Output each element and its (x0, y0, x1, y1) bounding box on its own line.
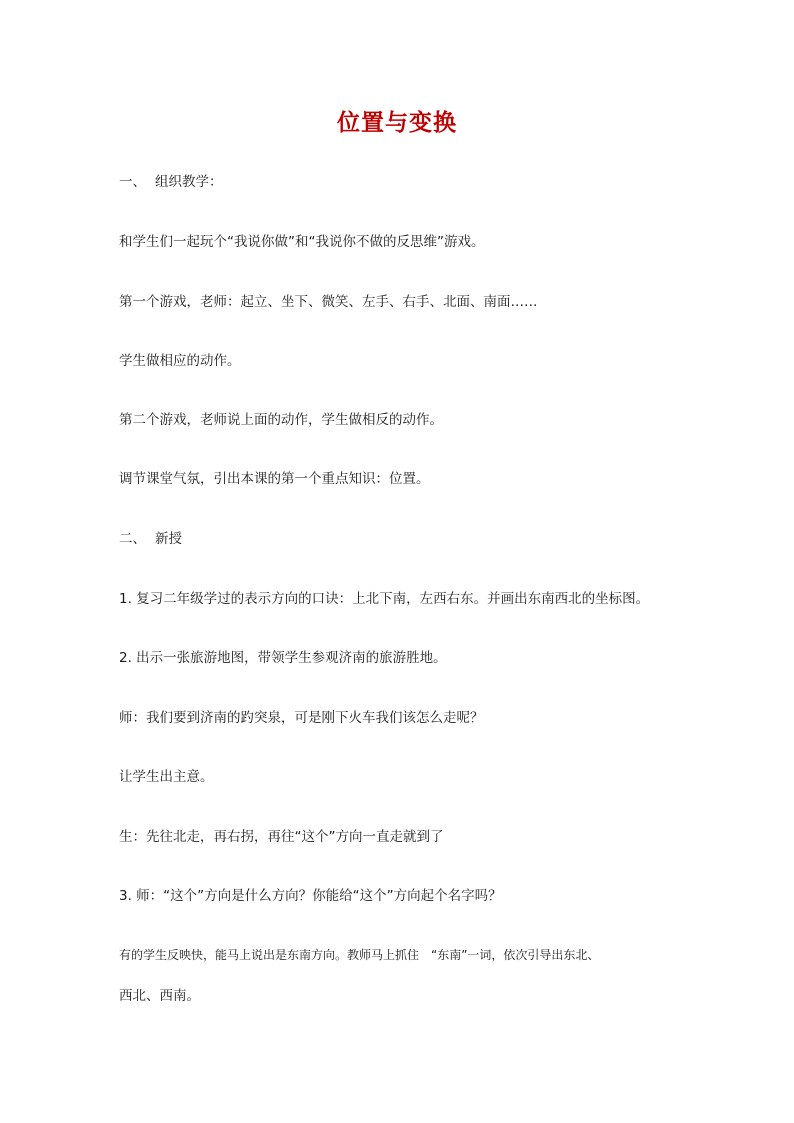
paragraph: 3. 师：“这个”方向是什么方向？你能给“这个”方向起个名字吗？ (119, 888, 502, 904)
section-number: 二、 (119, 531, 146, 547)
paragraph: 调节课堂气氛，引出本课的第一个重点知识：位置。 (119, 471, 430, 487)
paragraph: 2. 出示一张旅游地图，带领学生参观济南的旅游胜地。 (119, 650, 447, 666)
section-number: 一、 (119, 174, 146, 190)
section-title: 组织教学： (155, 174, 223, 190)
paragraph: 有的学生反映快，能马上说出是东南方向。教师马上抓住 “东南”一词，依次引导出东北、 (119, 948, 600, 962)
document-title: 位置与变换 (337, 109, 457, 136)
paragraph: 西北、西南。 (119, 988, 200, 1004)
paragraph: 师：我们要到济南的趵突泉，可是刚下火车我们该怎么走呢？ (119, 710, 484, 726)
section-heading-1 (119, 172, 223, 192)
section-heading-2 (119, 529, 182, 549)
paragraph: 生：先往北走，再右拐，再往“这个”方向一直走就到了 (119, 829, 444, 845)
paragraph: 第一个游戏，老师：起立、坐下、微笑、左手、右手、北面、南面…… (119, 294, 538, 310)
paragraph: 学生做相应的动作。 (119, 353, 241, 369)
paragraph: 第二个游戏，老师说上面的动作，学生做相反的动作。 (119, 412, 443, 428)
paragraph: 和学生们一起玩个“我说你做”和“我说你不做的反思维”游戏。 (119, 234, 485, 250)
section-title: 新授 (155, 531, 182, 547)
paragraph: 1. 复习二年级学过的表示方向的口诀：上北下南，左西右东。并画出东南西北的坐标图。 (119, 591, 650, 607)
paragraph: 让学生出主意。 (119, 769, 214, 785)
